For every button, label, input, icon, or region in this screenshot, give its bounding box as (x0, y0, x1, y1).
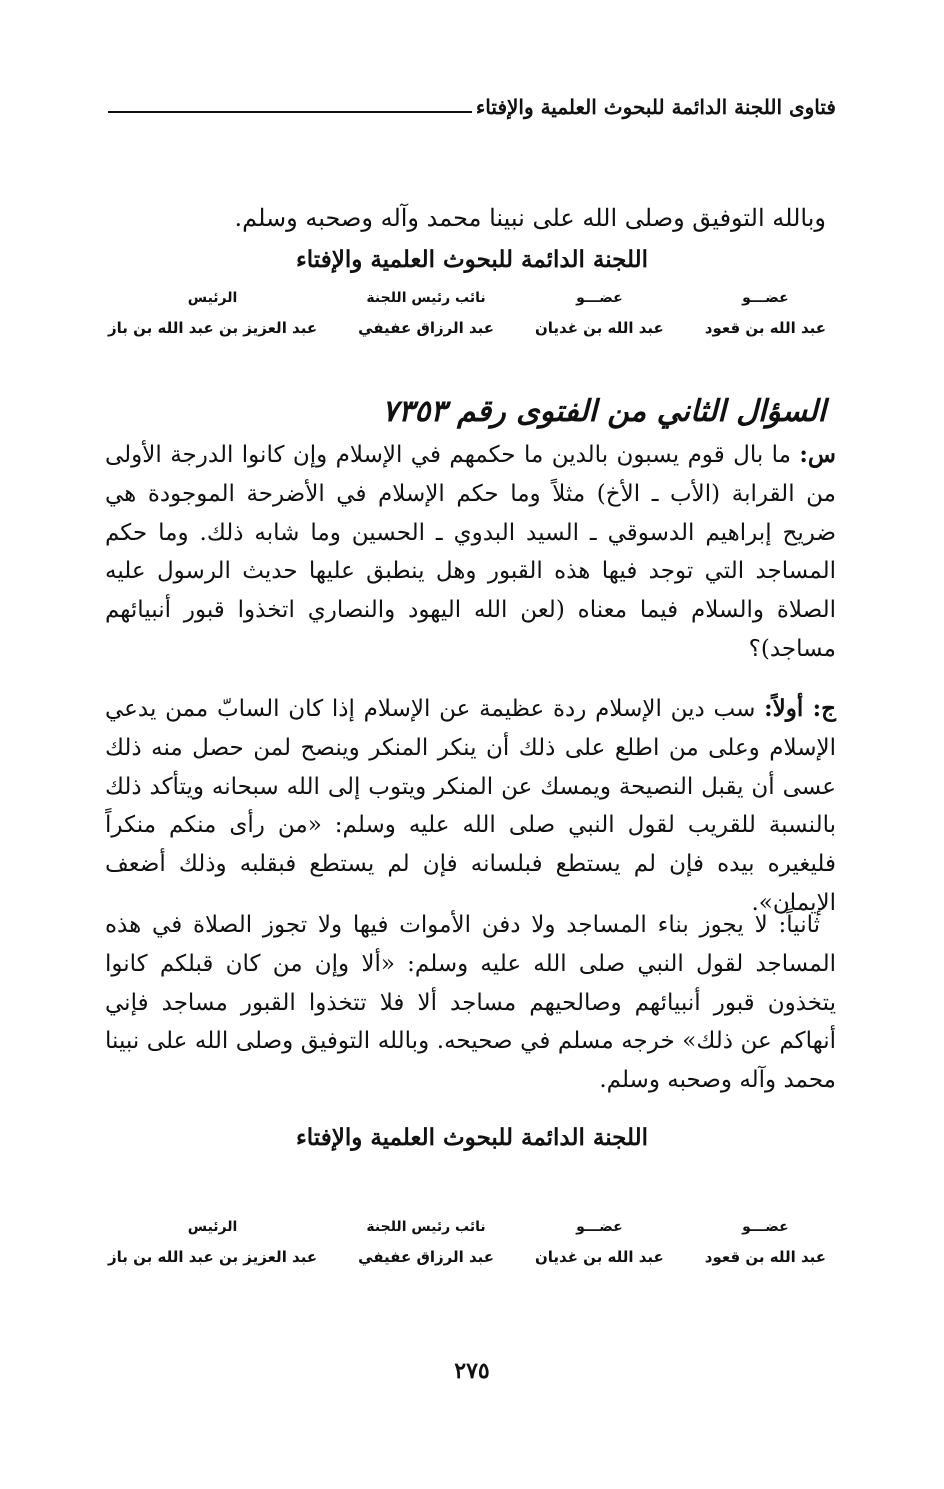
signature-role: عضـــو (576, 1219, 623, 1235)
signature-chairman (108, 1218, 317, 1268)
signature-name: عبد الرزاق عفيفي (358, 319, 494, 337)
fatwa-heading: السؤال الثاني من الفتوى رقم ٧٣٥٣ (382, 394, 826, 429)
page-number: ٢٧٥ (454, 1358, 490, 1384)
signature-row-bottom (108, 1218, 826, 1268)
question-paragraph (105, 436, 836, 669)
question-text: ما بال قوم يسبون بالدين ما حكمهم في الإسلام وإن كانوا الدرجة الأولى من القرابة (الأب ـ الأخ) مثلاً وما حكم الإسلام في الأضرحة الموجودة هي ضريح إبراهيم الدسوقي ـ السيد البدوي ـ الحسين وما شابه ذلك. وما حكم المساجد التي توجد فيها هذه القبور وهل ينطبق عليها حديث الرسول عليه الصلاة والسلام فيما معناه (لعن الله اليهود والنصاري اتخذوا قبور أنبيائهم مساجد)؟ (105, 442, 836, 662)
signature-role: الرئيس (187, 1219, 238, 1235)
signature-role: عضـــو (576, 290, 623, 306)
running-header (108, 88, 836, 118)
signature-member-2 (535, 1218, 664, 1268)
signature-name: عبد العزيز بن عبد الله بن باز (108, 319, 318, 337)
signature-member-1 (705, 1218, 826, 1268)
signature-name: عبد العزيز بن عبد الله بن باز (108, 1248, 318, 1266)
committee-name-top: اللجنة الدائمة للبحوث العلمية والإفتاء (295, 246, 649, 273)
closing-formula-top: وبالله التوفيق وصلى الله على نبينا محمد وآله وصحبه وسلم. (234, 204, 826, 232)
signature-vice-chairman (358, 289, 494, 339)
signature-role: نائب رئيس اللجنة (366, 290, 486, 306)
signature-role: عضـــو (742, 290, 789, 306)
answer-second-text: لا يجوز بناء المساجد ولا دفن الأموات فيها ولا تجوز الصلاة في هذه المساجد لقول النبي صلى الله عليه وسلم: «ألا وإن من كان قبلكم كانوا يتخذون قبور أنبيائهم وصالحيهم مساجد ألا فلا تتخذوا القبور مساجد فإني أنهاكم عن ذلك» خرجه مسلم في صحيحه. وبالله التوفيق وصلى الله على نبينا محمد وآله وصحبه وسلم. (105, 912, 836, 1094)
running-head-title: فتاوى اللجنة الدائمة للبحوث العلمية والإفتاء (475, 95, 836, 119)
signature-name: عبد الله بن غديان (534, 319, 664, 337)
signature-member-2 (535, 289, 664, 339)
answer-label: ج: أولاً: (764, 695, 837, 722)
signature-row-top (108, 289, 826, 339)
answer-second-label: ثانياً: (778, 912, 821, 938)
signature-name: عبد الرزاق عفيفي (358, 1248, 494, 1266)
signature-member-1 (705, 289, 826, 339)
signature-role: نائب رئيس اللجنة (366, 1219, 486, 1235)
committee-name-bottom: اللجنة الدائمة للبحوث العلمية والإفتاء (295, 1124, 649, 1151)
signature-name: عبد الله بن قعود (704, 319, 826, 337)
signature-chairman (108, 289, 317, 339)
header-rule (108, 111, 472, 113)
signature-role: الرئيس (187, 290, 238, 306)
answer-second-paragraph (105, 906, 836, 1100)
question-label: س: (799, 441, 836, 468)
signature-name: عبد الله بن غديان (534, 1248, 664, 1266)
answer-first-text: سب دين الإسلام ردة عظيمة عن الإسلام إذا كان السابّ ممن يدعي الإسلام وعلى من اطلع على ذلك أن ينكر المنكر وينصح لمن حصل منه ذلك عسى أن يقبل النصيحة ويمسك عن المنكر ويتوب إلى الله سبحانه ويتأكد ذلك بالنسبة للقريب لقول النبي صلى الله عليه وسلم: «من رأى منكم منكراً فليغيره بيده فإن لم يستطع فبلسانه فإن لم يستطع فبقلبه وذلك أضعف الإيمان». (105, 696, 836, 916)
answer-first-paragraph (105, 690, 836, 923)
signature-name: عبد الله بن قعود (704, 1248, 826, 1266)
signature-vice-chairman (358, 1218, 494, 1268)
signature-role: عضـــو (742, 1219, 789, 1235)
